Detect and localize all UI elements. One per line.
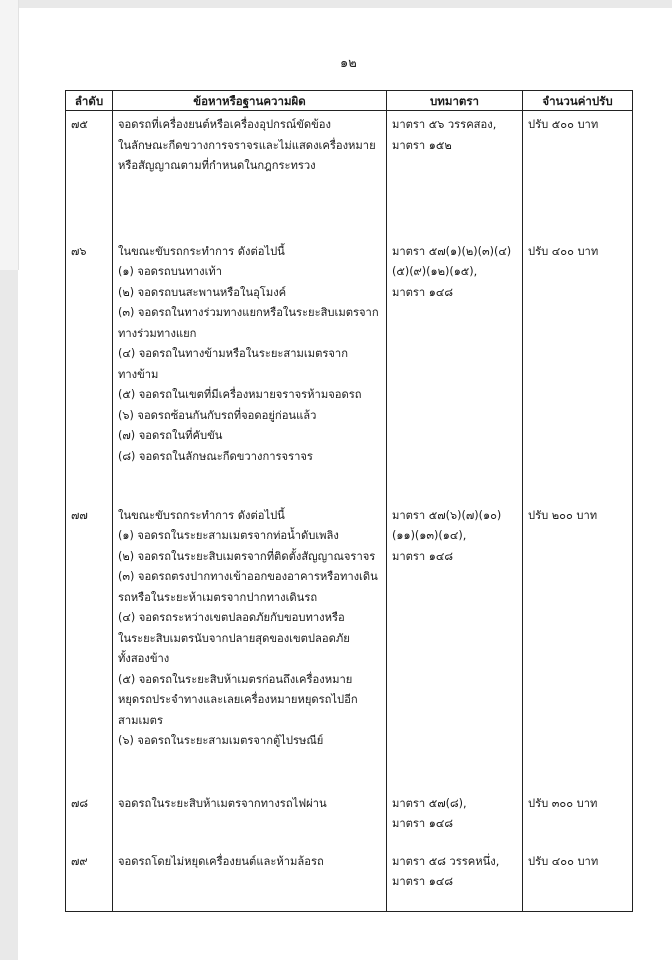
header-section: บทมาตรา <box>387 91 523 111</box>
row-number: ๗๙ <box>66 848 113 912</box>
table-row <box>66 238 633 502</box>
page-number: ๑๒ <box>340 56 357 71</box>
offense-line: (๖) จอดรถซ้อนกันกับรถที่จอดอยู่ก่อนแล้ว <box>118 408 317 422</box>
section-line: มาตรา ๑๔๘ <box>392 549 453 563</box>
offense-line: ในลักษณะกีดขวางการจราจรและไม่แสดงเครื่องหมาย <box>118 138 376 152</box>
offense-line: จอดรถในระยะสิบห้าเมตรจากทางรถไฟผ่าน <box>118 796 327 810</box>
section-cell <box>387 848 523 912</box>
table-row <box>66 111 633 238</box>
offense-line: จอดรถที่เครื่องยนต์หรือเครื่องอุปกรณ์ขัดข้อง <box>118 118 331 131</box>
offense-line: (๑) จอดรถบนทางเท้า <box>118 265 223 278</box>
fine-cell: ปรับ ๕๐๐ บาท <box>523 111 633 238</box>
offense-line: (๘) จอดรถในลักษณะกีดขวางการจราจร <box>118 449 313 463</box>
row-number: ๗๖ <box>66 238 113 502</box>
header-fine: จำนวนค่าปรับ <box>523 91 633 111</box>
offense-line: (๒) จอดรถในระยะสิบเมตรจากที่ติดตั้งสัญญาณจราจร <box>118 549 376 563</box>
section-line: (๕)(๙)(๑๒)(๑๕), <box>392 265 478 278</box>
section-cell <box>387 238 523 502</box>
table-row <box>66 502 633 790</box>
header-offense: ข้อหาหรือฐานความผิด <box>113 91 387 111</box>
section-line: มาตรา ๑๔๘ <box>392 875 453 888</box>
section-cell <box>387 111 523 238</box>
offense-line: ในขณะขับรถกระทำการ ดังต่อไปนี้ <box>118 508 285 522</box>
header-order: ลำดับ <box>66 91 113 111</box>
fine-cell: ปรับ ๔๐๐ บาท <box>523 848 633 912</box>
row-number: ๗๗ <box>66 502 113 790</box>
section-line: มาตรา ๑๔๘ <box>392 817 453 830</box>
section-line: มาตรา ๑๔๘ <box>392 285 453 299</box>
offense-cell <box>113 502 387 790</box>
fine-cell: ปรับ ๒๐๐ บาท <box>523 502 633 790</box>
table-header-row <box>66 91 633 111</box>
offense-line: สามเมตร <box>118 713 163 727</box>
offense-line: (๒) จอดรถบนสะพานหรือในอุโมงค์ <box>118 285 287 299</box>
offense-line: ในระยะสิบเมตรนับจากปลายสุดของเขตปลอดภัย <box>118 631 350 645</box>
offense-line: ทางร่วมทางแยก <box>118 326 197 340</box>
offense-cell <box>113 238 387 502</box>
section-line: มาตรา ๕๘ วรรคหนึ่ง, <box>392 854 500 868</box>
offense-line: หยุดรถประจำทางและเลยเครื่องหมายหยุดรถไปอีก <box>118 693 358 706</box>
offense-line: ทั้งสองข้าง <box>118 652 170 665</box>
section-line: มาตรา ๑๕๒ <box>392 138 452 152</box>
offense-cell <box>113 848 387 912</box>
offense-cell <box>113 790 387 848</box>
offense-line: (๔) จอดรถในทางข้ามหรือในระยะสามเมตรจาก <box>118 347 348 360</box>
offense-line: (๑) จอดรถในระยะสามเมตรจากท่อน้ำดับเพลิง <box>118 529 339 542</box>
section-line: มาตรา ๕๗(๖)(๗)(๑๐) <box>392 508 502 522</box>
offense-line: หรือสัญญาณตามที่กำหนดในกฎกระทรวง <box>118 159 316 172</box>
section-line: มาตรา ๕๗(๘), <box>392 796 467 810</box>
fines-table <box>65 90 633 912</box>
offense-line: (๗) จอดรถในที่คับขัน <box>118 429 223 442</box>
row-number: ๗๕ <box>66 111 113 238</box>
offense-line: (๕) จอดรถในเขตที่มีเครื่องหมายจราจรห้ามจอดรถ <box>118 388 362 401</box>
section-cell <box>387 502 523 790</box>
offense-line: (๔) จอดรถระหว่างเขตปลอดภัยกับขอบทางหรือ <box>118 611 345 624</box>
fine-cell: ปรับ ๔๐๐ บาท <box>523 238 633 502</box>
offense-line: รถหรือในระยะห้าเมตรจากปากทางเดินรถ <box>118 590 318 604</box>
section-line: (๑๑)(๑๓)(๑๔), <box>392 529 467 542</box>
offense-line: ทางข้าม <box>118 367 159 381</box>
fine-cell: ปรับ ๓๐๐ บาท <box>523 790 633 848</box>
side-panel-strip <box>0 0 19 270</box>
table-row <box>66 848 633 912</box>
offense-line: (๕) จอดรถในระยะสิบห้าเมตรก่อนถึงเครื่องหมาย <box>118 672 353 686</box>
row-number: ๗๘ <box>66 790 113 848</box>
offense-line: (๓) จอดรถตรงปากทางเข้าออกของอาคารหรือทางเดิน <box>118 570 378 583</box>
offense-line: ในขณะขับรถกระทำการ ดังต่อไปนี้ <box>118 244 285 258</box>
table-row <box>66 790 633 848</box>
section-line: มาตรา ๕๖ วรรคสอง, <box>392 118 497 131</box>
offense-cell <box>113 111 387 238</box>
offense-line: จอดรถโดยไม่หยุดเครื่องยนต์และห้ามล้อรถ <box>118 854 324 868</box>
offense-line: (๓) จอดรถในทางร่วมทางแยกหรือในระยะสิบเมตรจาก <box>118 306 379 319</box>
section-cell <box>387 790 523 848</box>
offense-line: (๖) จอดรถในระยะสามเมตรจากตู้ไปรษณีย์ <box>118 734 324 747</box>
section-line: มาตรา ๕๗(๑)(๒)(๓)(๔) <box>392 244 512 258</box>
